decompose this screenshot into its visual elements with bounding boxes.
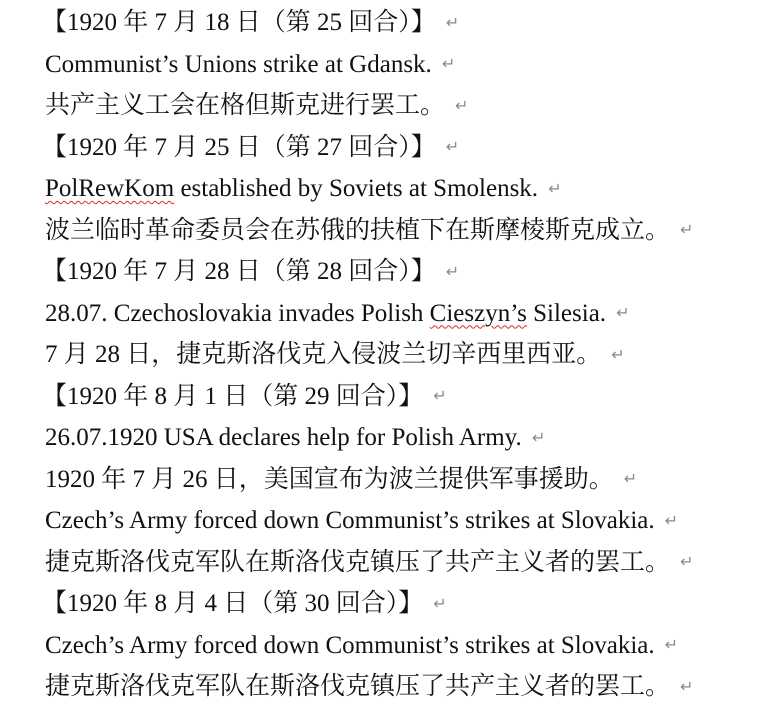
line-text-post: Silesia.	[526, 299, 607, 327]
english-line	[45, 500, 781, 542]
english-line	[45, 625, 781, 667]
line-text: 【1920 年 7 月 18 日（第 25 回合）】	[42, 9, 436, 36]
line-text: 捷克斯洛伐克军队在斯洛伐克镇压了共产主义者的罢工。	[45, 673, 671, 700]
chinese-line	[45, 542, 781, 584]
paragraph-mark-icon: ↵	[611, 344, 625, 364]
document-body[interactable]	[42, 2, 781, 708]
line-text: 捷克斯洛伐克军队在斯洛伐克镇压了共产主义者的罢工。	[45, 548, 671, 576]
paragraph-mark-icon: ↵	[548, 178, 562, 198]
chinese-line	[45, 85, 781, 127]
chinese-line	[45, 459, 781, 501]
turn-header	[42, 2, 781, 44]
paragraph-mark-icon: ↵	[531, 427, 546, 447]
line-text-post: established by Soviets at Smolensk.	[174, 175, 539, 202]
paragraph-mark-icon: ↵	[441, 54, 456, 74]
paragraph-mark-icon: ↵	[445, 137, 460, 157]
line-text: Communist’s Unions strike at Gdansk.	[45, 50, 432, 78]
chinese-line	[45, 210, 781, 252]
line-text: 【1920 年 8 月 4 日（第 30 回合）】	[42, 590, 424, 617]
paragraph-mark-icon: ↵	[616, 303, 630, 323]
line-text: 26.07.1920 USA declares help for Polish Army.	[45, 424, 522, 451]
paragraph-mark-icon: ↵	[680, 220, 694, 240]
line-text: 7 月 28 日，捷克斯洛伐克入侵波兰切辛西里西亚。	[45, 341, 602, 368]
paragraph-mark-icon: ↵	[680, 552, 694, 572]
line-text: 【1920 年 7 月 28 日（第 28 回合）】	[42, 258, 436, 285]
line-text: Czech’s Army forced down Communist’s strikes at Slovakia.	[45, 507, 655, 534]
chinese-line	[45, 666, 781, 708]
turn-header	[42, 583, 781, 625]
paragraph-mark-icon: ↵	[455, 95, 469, 115]
turn-header	[42, 251, 781, 293]
turn-header	[42, 127, 781, 169]
paragraph-mark-icon: ↵	[445, 12, 460, 32]
line-text: Czech’s Army forced down Communist’s strikes at Slovakia.	[45, 631, 655, 659]
paragraph-mark-icon: ↵	[680, 676, 694, 696]
english-line	[45, 44, 781, 86]
paragraph-mark-icon: ↵	[433, 386, 447, 406]
line-text: 波兰临时革命委员会在苏俄的扶植下在斯摩棱斯克成立。	[45, 216, 671, 244]
line-text: 1920 年 7 月 26 日，美国宣布为波兰提供军事援助。	[45, 465, 614, 493]
spelling-flagged-word[interactable]: PolRewKom	[45, 175, 175, 202]
paragraph-mark-icon: ↵	[664, 635, 679, 655]
line-text: 共产主义工会在格但斯克进行罢工。	[45, 92, 446, 119]
turn-header	[42, 376, 781, 418]
paragraph-mark-icon: ↵	[623, 469, 638, 489]
spelling-flagged-word[interactable]: Cieszyn’s	[429, 299, 527, 327]
paragraph-mark-icon: ↵	[445, 261, 460, 281]
line-text-pre: 28.07. Czechoslovakia invades Polish	[45, 299, 430, 327]
english-line	[45, 417, 781, 459]
paragraph-mark-icon: ↵	[433, 593, 447, 613]
line-text: 【1920 年 7 月 25 日（第 27 回合）】	[42, 133, 436, 161]
english-line	[45, 293, 781, 335]
paragraph-mark-icon: ↵	[664, 510, 679, 530]
english-line	[45, 168, 781, 210]
chinese-line	[45, 334, 781, 376]
line-text: 【1920 年 8 月 1 日（第 29 回合）】	[42, 382, 424, 410]
